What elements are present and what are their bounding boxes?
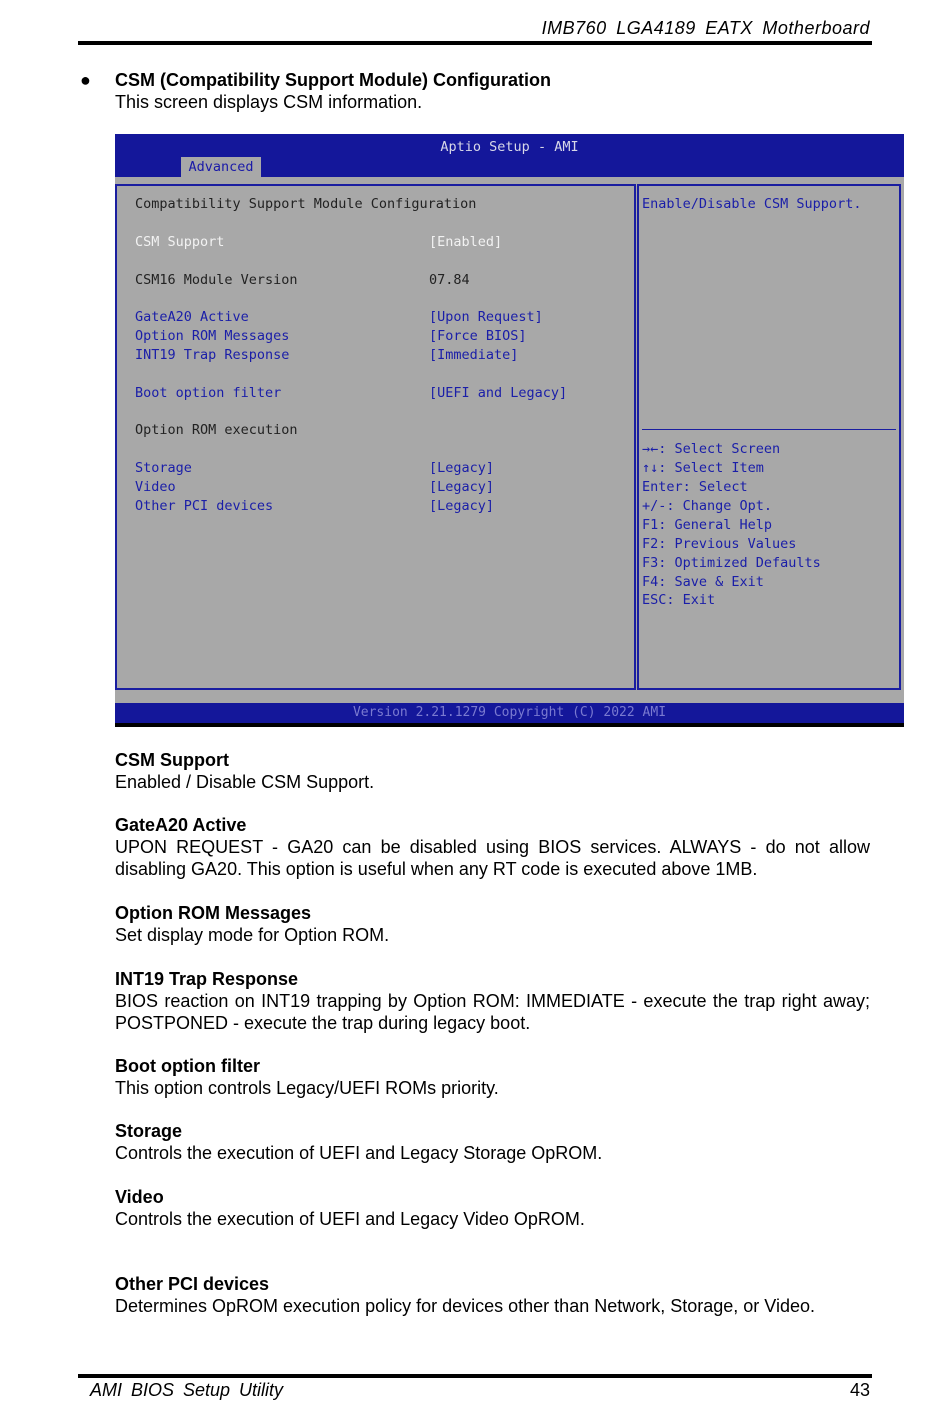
desc-other-pci [115, 1273, 870, 1317]
video-value[interactable]: [Legacy] [429, 479, 495, 495]
desc-gatea20 [115, 814, 870, 880]
bios-screenshot [115, 134, 904, 727]
csm16-version-label: CSM16 Module Version [135, 272, 298, 288]
key-f4: F4: Save & Exit [642, 574, 764, 590]
key-change-opt: +/-: Change Opt. [642, 498, 773, 514]
key-esc: ESC: Exit [642, 592, 716, 608]
desc-body: This option controls Legacy/UEFI ROMs priority. [115, 1078, 499, 1098]
desc-int19 [115, 968, 870, 1034]
tab-advanced[interactable]: Advanced [181, 157, 261, 177]
storage-value[interactable]: [Legacy] [429, 460, 495, 476]
desc-title: Storage [115, 1121, 183, 1141]
desc-storage [115, 1120, 870, 1164]
help-divider [642, 429, 896, 430]
boot-filter-value[interactable]: [UEFI and Legacy] [429, 385, 568, 401]
csm-support-label[interactable]: CSM Support [135, 234, 225, 250]
int19-value[interactable]: [Immediate] [429, 347, 519, 363]
bios-panel-heading: Compatibility Support Module Configuration [135, 196, 477, 212]
desc-title: Boot option filter [115, 1056, 260, 1076]
video-label[interactable]: Video [135, 479, 176, 495]
rom-execution-heading: Option ROM execution [135, 422, 298, 438]
desc-title: CSM Support [115, 750, 229, 770]
boot-filter-label[interactable]: Boot option filter [135, 385, 282, 401]
desc-csm-support [115, 749, 870, 793]
key-f3: F3: Optimized Defaults [642, 555, 821, 571]
storage-label[interactable]: Storage [135, 460, 192, 476]
bios-main-panel [115, 184, 636, 690]
int19-label[interactable]: INT19 Trap Response [135, 347, 290, 363]
option-rom-messages-value[interactable]: [Force BIOS] [429, 328, 527, 344]
gatea20-label[interactable]: GateA20 Active [135, 309, 249, 325]
desc-option-rom-messages [115, 902, 870, 946]
page-number: 43 [849, 1380, 870, 1400]
bios-version-footer: Version 2.21.1279 Copyright (C) 2022 AMI [115, 703, 904, 723]
desc-body: Enabled / Disable CSM Support. [115, 772, 375, 792]
option-rom-messages-label[interactable]: Option ROM Messages [135, 328, 290, 344]
desc-body: Determines OpROM execution policy for devices other than Network, Storage, or Video. [115, 1296, 815, 1316]
desc-body: BIOS reaction on INT19 trapping by Option ROM: IMMEDIATE - execute the trap right away; POSTPONED - execute the trap during legacy boot. [115, 991, 870, 1033]
page-header-title: IMB760 LGA4189 EATX Motherboard [541, 18, 870, 38]
footer-rule [78, 1374, 872, 1378]
bios-help-panel [637, 184, 901, 690]
section-description: This screen displays CSM information. [115, 92, 423, 112]
key-select-item: ↑↓: Select Item [642, 460, 764, 476]
desc-body: Controls the execution of UEFI and Legacy Video OpROM. [115, 1209, 585, 1229]
footer-title: AMI BIOS Setup Utility [90, 1380, 284, 1400]
key-f2: F2: Previous Values [642, 536, 797, 552]
desc-body: Controls the execution of UEFI and Legacy Storage OpROM. [115, 1143, 603, 1163]
bios-app-title: Aptio Setup - AMI [440, 139, 579, 155]
desc-title: INT19 Trap Response [115, 969, 299, 989]
help-text: Enable/Disable CSM Support. [642, 196, 862, 212]
header-rule [78, 41, 872, 45]
key-enter: Enter: Select [642, 479, 748, 495]
csm16-version-value: 07.84 [429, 272, 470, 288]
desc-title: Video [115, 1187, 164, 1207]
csm-support-value[interactable]: [Enabled] [429, 234, 503, 250]
desc-title: Option ROM Messages [115, 903, 312, 923]
key-select-screen: →←: Select Screen [642, 441, 781, 457]
bullet-icon: ● [80, 70, 91, 90]
other-pci-value[interactable]: [Legacy] [429, 498, 495, 514]
other-pci-label[interactable]: Other PCI devices [135, 498, 274, 514]
desc-title: GateA20 Active [115, 815, 247, 835]
section-title: CSM (Compatibility Support Module) Configuration [115, 70, 551, 90]
desc-boot-filter [115, 1055, 870, 1099]
desc-body: UPON REQUEST - GA20 can be disabled using BIOS services. ALWAYS - do not allow disabling GA20. This option is useful when any RT code is executed above 1MB. [115, 837, 870, 879]
key-f1: F1: General Help [642, 517, 773, 533]
desc-title: Other PCI devices [115, 1274, 270, 1294]
bios-bottom-line [115, 723, 904, 727]
bios-title-bar [115, 134, 904, 177]
gatea20-value[interactable]: [Upon Request] [429, 309, 543, 325]
desc-video [115, 1186, 870, 1230]
desc-body: Set display mode for Option ROM. [115, 925, 390, 945]
